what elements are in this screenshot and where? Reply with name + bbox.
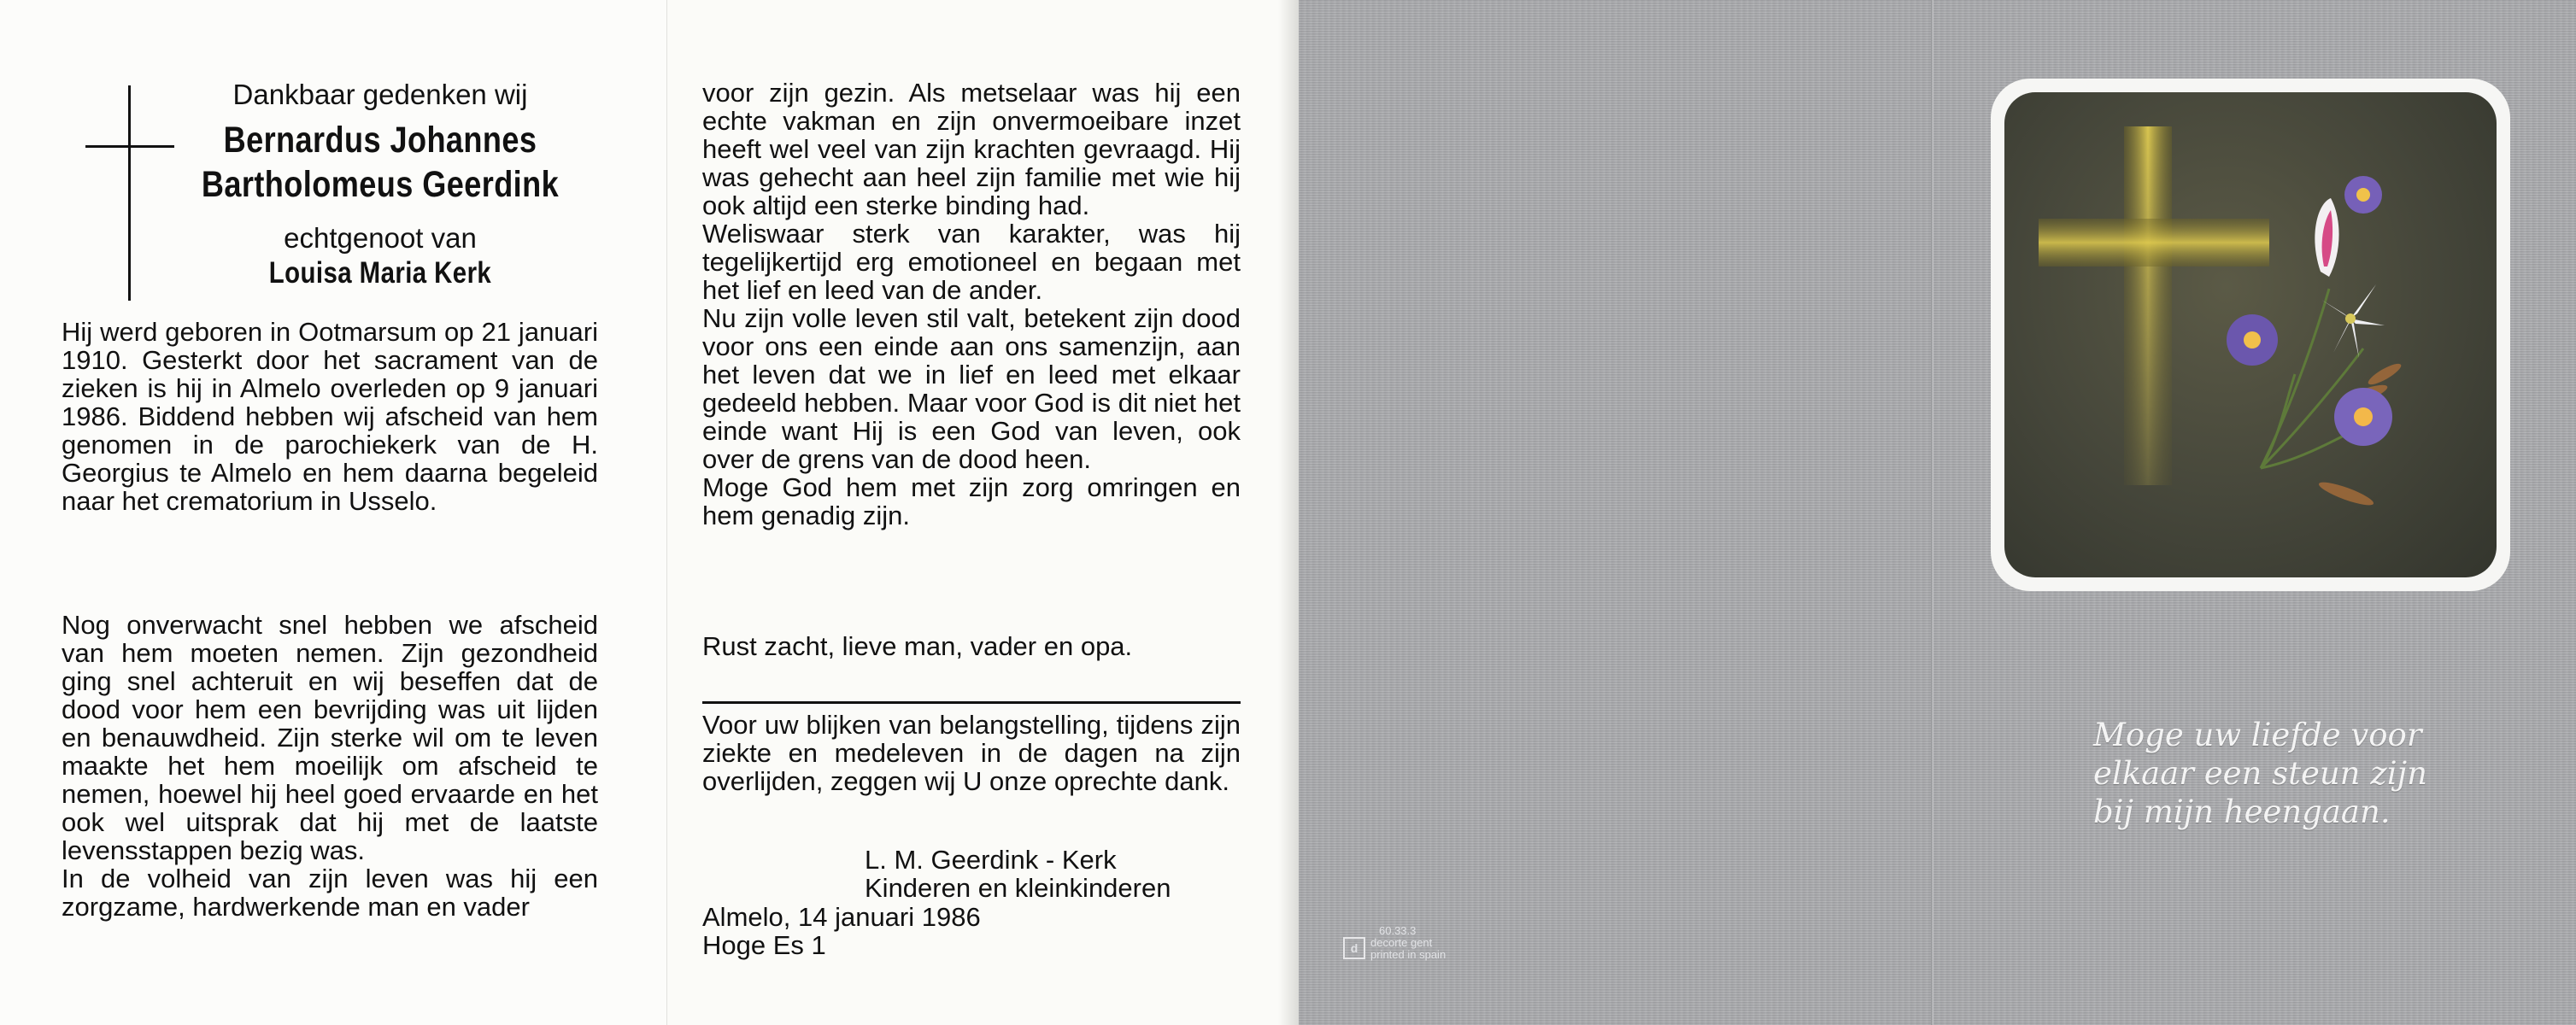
- cover-fold-line: [1931, 0, 1933, 1025]
- closing-line: Rust zacht, lieve man, vader en opa.: [702, 631, 1133, 661]
- purple-flower-left: [2227, 314, 2278, 366]
- biography-paragraph-3: voor zijn gezin. Als metselaar was hij een echte vakman en zijn onvermoeibare inzet heeft wel veel van zijn krachten gevraagd. Hij was gehecht aan heel zijn familie met wie hij ook altijd een sterke binding had. Weliswaar sterk van karakter, was hij tegelijkertijd erg emotioneel en begaan met het lief en leed van de ander. Nu zijn volle leven stil valt, betekent zijn dood voor ons een einde aan ons samenzijn, aan het leven dat we in lief en leed met elkaar gedeeld hebben. Maar voor God is dit niet het einde want Hij is een God van leven, ook over de grens van de dood heen. Moge God hem met zijn zorg omringen en hem genadig zijn.: [702, 78, 1241, 530]
- memorial-intro: Dankbaar gedenken wij: [232, 79, 528, 110]
- cross-horizontal-beam: [2039, 219, 2269, 266]
- purple-flower-bottom: [2334, 388, 2392, 446]
- left-inner-page: [0, 0, 666, 1025]
- thanks-paragraph: Voor uw blijken van belangstelling, tijdens zijn ziekte en medeleven in de dagen na zijn overlijden, zeggen wij U onze oprechte dank.: [702, 710, 1241, 796]
- cross-icon-horizontal: [85, 145, 174, 148]
- address: Hoge Es 1: [702, 930, 826, 960]
- divider-rule: [702, 701, 1241, 704]
- cross-and-flowers-picture: [2004, 92, 2497, 577]
- publisher-name: decorte gent: [1370, 936, 1433, 949]
- white-lily: [2321, 284, 2385, 358]
- cover-back-panel: [1299, 0, 1933, 1025]
- card-code: 60.33.3: [1379, 924, 1417, 937]
- signature-line-1: L. M. Geerdink - Kerk: [865, 845, 1117, 875]
- calla-lily: [2315, 198, 2338, 277]
- biography-paragraph-2: Nog onverwacht snel hebben we afscheid van hem moeten nemen. Zijn gezondheid ging snel achteruit en wij beseffen dat de dood voor hem een bevrijding was uit lijden en benauwdheid. Zijn sterke wil om te leven maakte het hem moeilijk om afscheid te nemen, hoewel hij heel goed ervaarde en het ook wel uitsprak dat hij met de laatste levensstappen bezig was. In de volheid van zijn leven was hij een zorgzame, hardwerkende man en vader: [62, 610, 598, 922]
- printed-in: printed in spain: [1370, 948, 1446, 961]
- biography-paragraph-1: Hij werd geboren in Ootmarsum op 21 januari 1910. Gesterkt door het sacrament van de zieken is hij in Almelo overleden op 9 januari 1986. Biddend hebben wij afscheid van hem genomen in de parochiekerk van de H. Georgius te Almelo en hem daarna begeleid naar het crematorium in Usselo.: [62, 317, 598, 516]
- publisher-logo-icon: d: [1343, 937, 1365, 959]
- place-date: Almelo, 14 januari 1986: [702, 902, 981, 932]
- cross-flowers-illustration: [2004, 92, 2497, 577]
- cross-vertical-beam: [2124, 126, 2172, 485]
- cover-verse: Moge uw liefde voor elkaar een steun zijn bij mijn heengaan.: [2093, 717, 2427, 830]
- deceased-name-line1: Bernardus Johannes: [223, 120, 537, 161]
- spouse-name: Louisa Maria Kerk: [268, 256, 492, 290]
- page-edge-shadow: [1278, 0, 1299, 1025]
- purple-flower-top: [2344, 176, 2382, 214]
- signature-line-2: Kinderen en kleinkinderen: [865, 873, 1171, 903]
- spouse-intro: echtgenoot van: [284, 222, 477, 254]
- deceased-name-line2: Bartholomeus Geerdink: [201, 164, 560, 205]
- publisher-imprint: [1343, 925, 1480, 961]
- cross-icon-vertical: [128, 85, 131, 301]
